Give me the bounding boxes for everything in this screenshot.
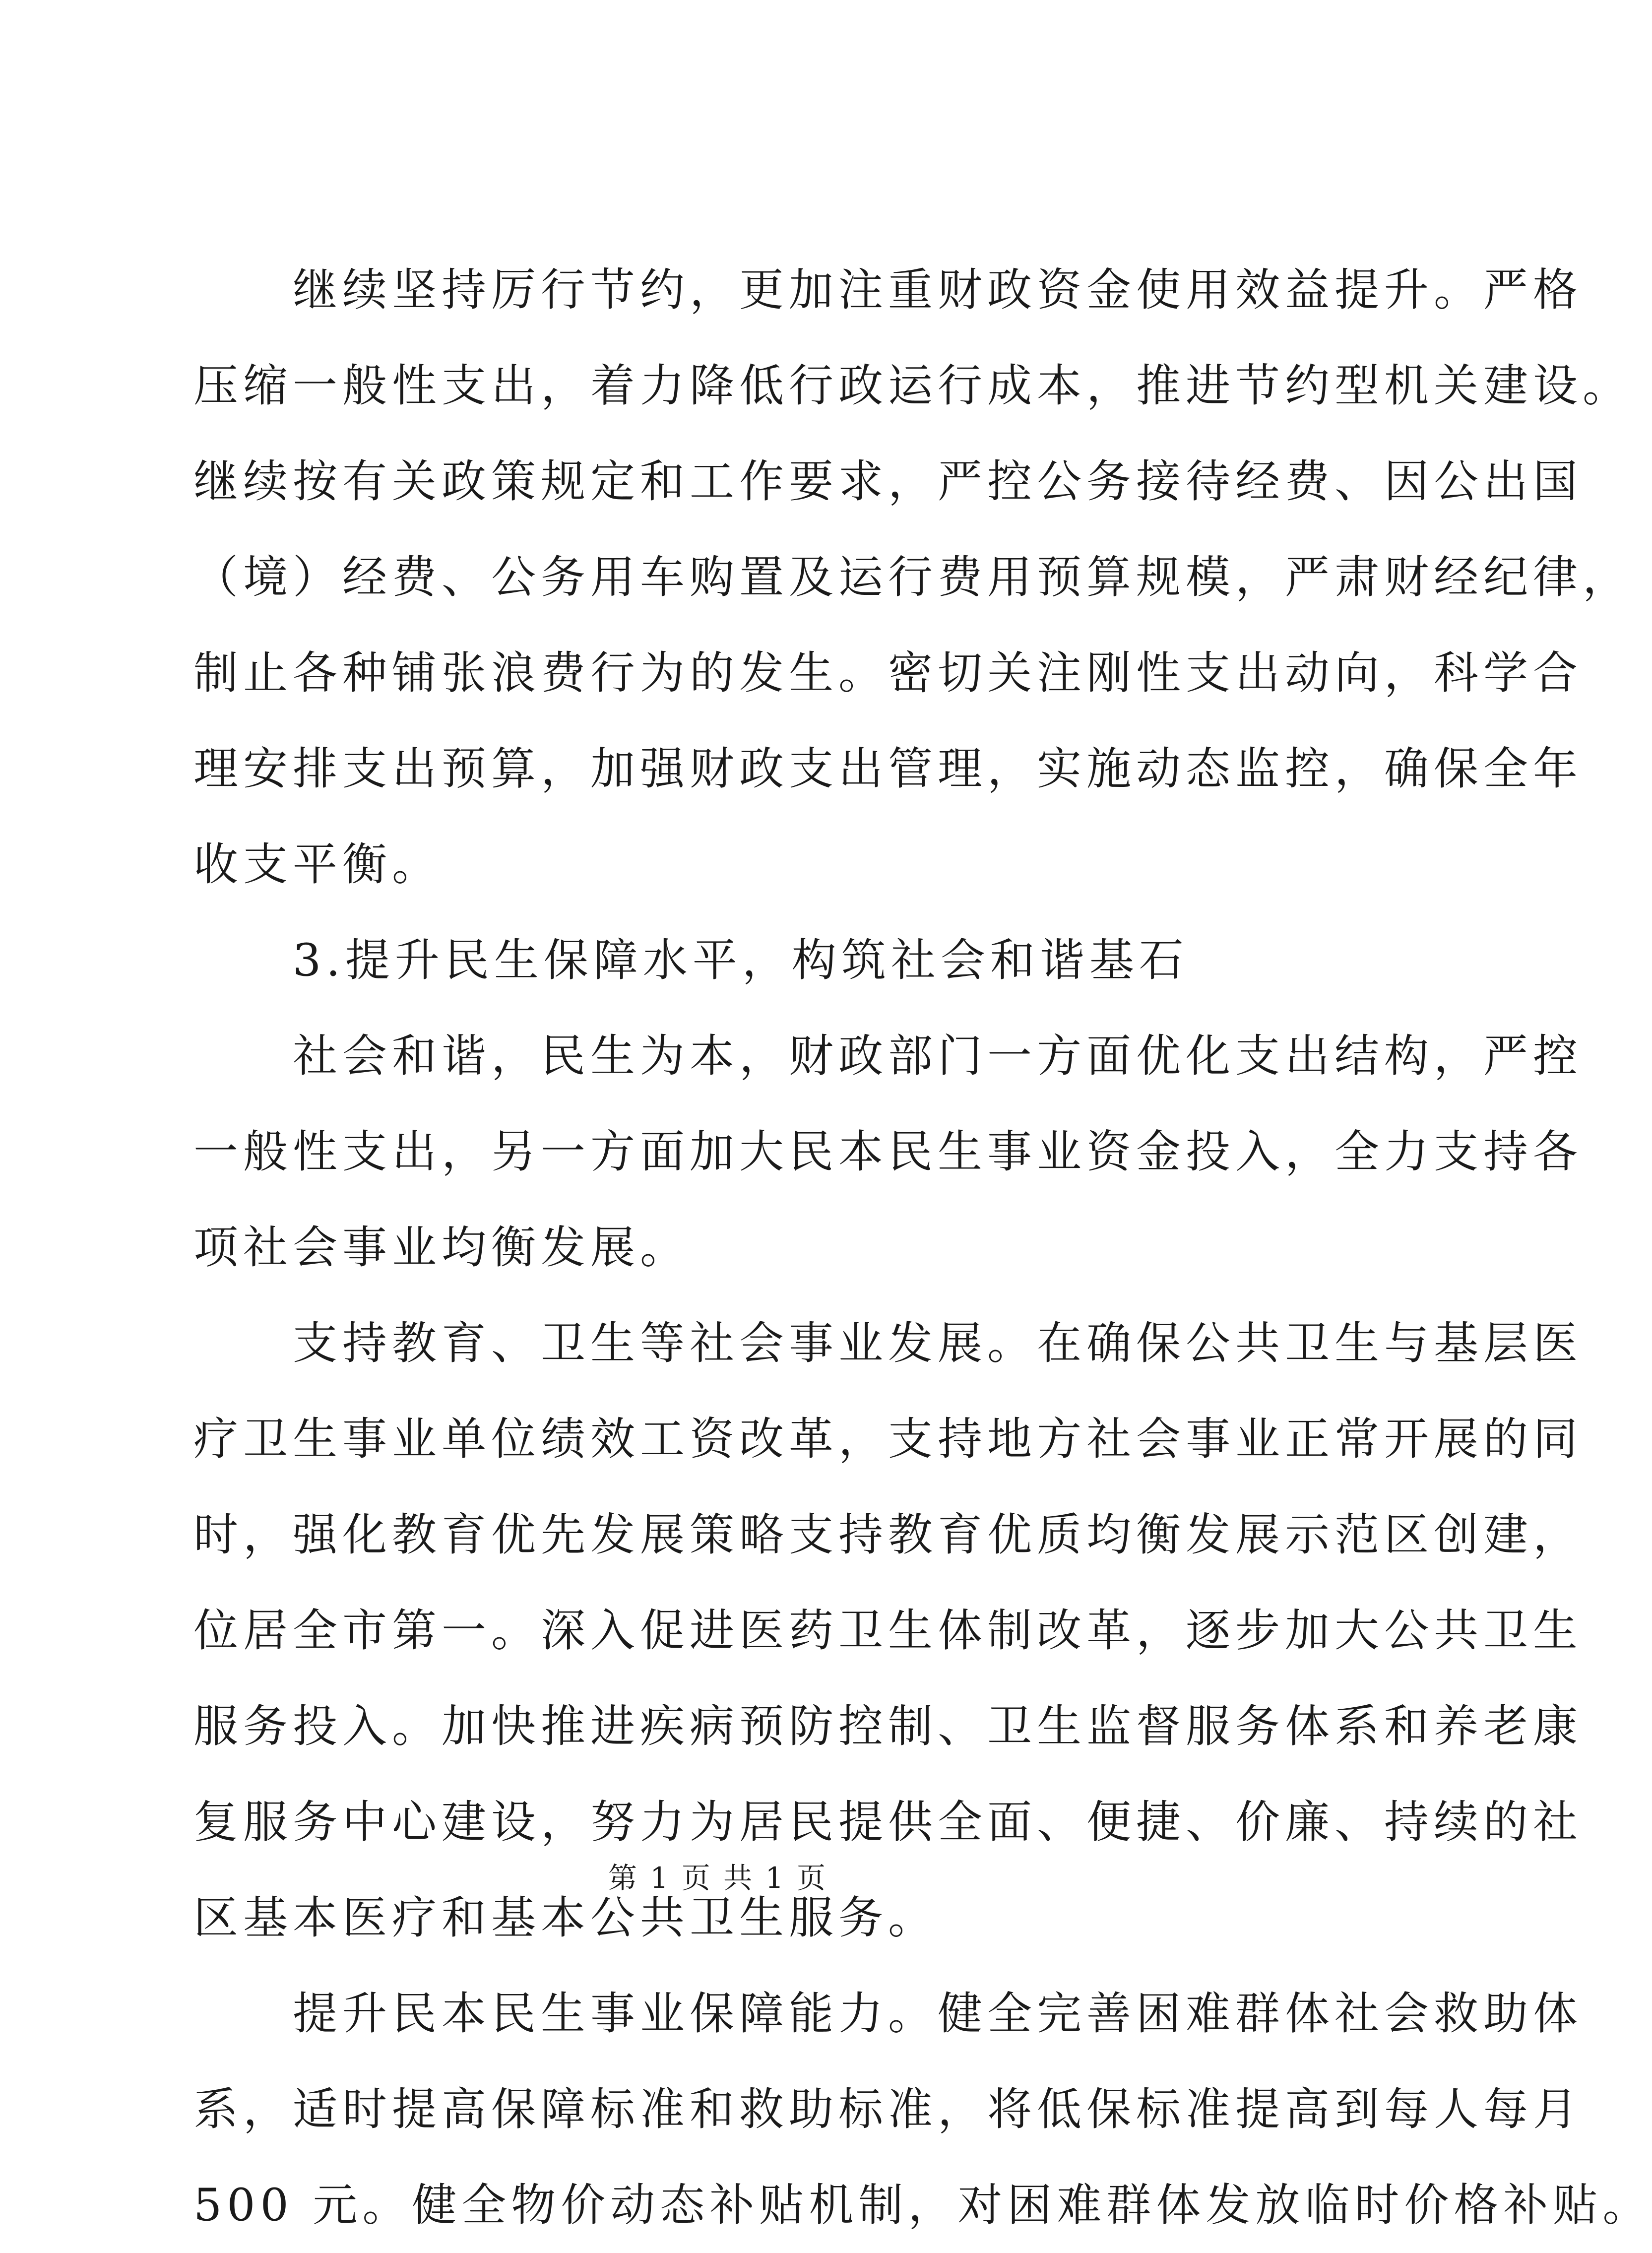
text-line: 压缩一般性支出，着力降低行政运行成本，推进节约型机关建设。 xyxy=(193,360,1632,412)
text-line: 一般性支出，另一方面加大民本民生事业资金投入，全力支持各 xyxy=(193,1126,1583,1178)
text-line: 制止各种铺张浪费行为的发生。密切关注刚性支出动向，科学合 xyxy=(193,647,1583,699)
text-line: 支持教育、卫生等社会事业发展。在确保公共卫生与基层医 xyxy=(193,1317,1583,1369)
page-footer xyxy=(0,1856,1436,1900)
text-line: 项社会事业均衡发展。 xyxy=(193,1222,690,1274)
text-line: 时，强化教育优先发展策略支持教育优质均衡发展示范区创建， xyxy=(193,1509,1583,1561)
body-text xyxy=(193,242,1652,2253)
text-line: 区基本医疗和基本公共卫生服务。 xyxy=(193,1892,938,1944)
text-line: 疗卫生事业单位绩效工资改革，支持地方社会事业正常开展的同 xyxy=(193,1413,1583,1465)
text-line: 收支平衡。 xyxy=(193,838,442,891)
text-line: 服务投入。加快推进疾病预防控制、卫生监督服务体系和养老康 xyxy=(193,1700,1583,1752)
text-line: （境）经费、公务用车购置及运行费用预算规模，严肃财经纪律， xyxy=(193,551,1632,603)
text-line: 提升民本民生事业保障能力。健全完善困难群体社会救助体 xyxy=(193,1988,1583,2040)
text-line: 继续按有关政策规定和工作要求，严控公务接待经费、因公出国 xyxy=(193,455,1583,508)
text-line: 理安排支出预算，加强财政支出管理，实施动态监控，确保全年 xyxy=(193,743,1583,795)
text-line: 复服务中心建设，努力为居民提供全面、便捷、价廉、持续的社 xyxy=(193,1796,1583,1848)
section-heading: 3.提升民生保障水平，构筑社会和谐基石 xyxy=(193,934,1189,986)
text-line: 系，适时提高保障标准和救助标准，将低保标准提高到每人每月 xyxy=(193,2083,1583,2135)
text-line: 继续坚持厉行节约，更加注重财政资金使用效益提升。严格 xyxy=(193,264,1583,316)
text-line: 500 元。健全物价动态补贴机制，对困难群体发放临时价格补贴。 xyxy=(193,2179,1652,2231)
text-line: 社会和谐，民生为本，财政部门一方面优化支出结构，严控 xyxy=(193,1030,1583,1082)
page-number: 第 1 页 共 1 页 xyxy=(608,1861,827,1895)
text-line: 位居全市第一。深入促进医药卫生体制改革，逐步加大公共卫生 xyxy=(193,1605,1583,1657)
